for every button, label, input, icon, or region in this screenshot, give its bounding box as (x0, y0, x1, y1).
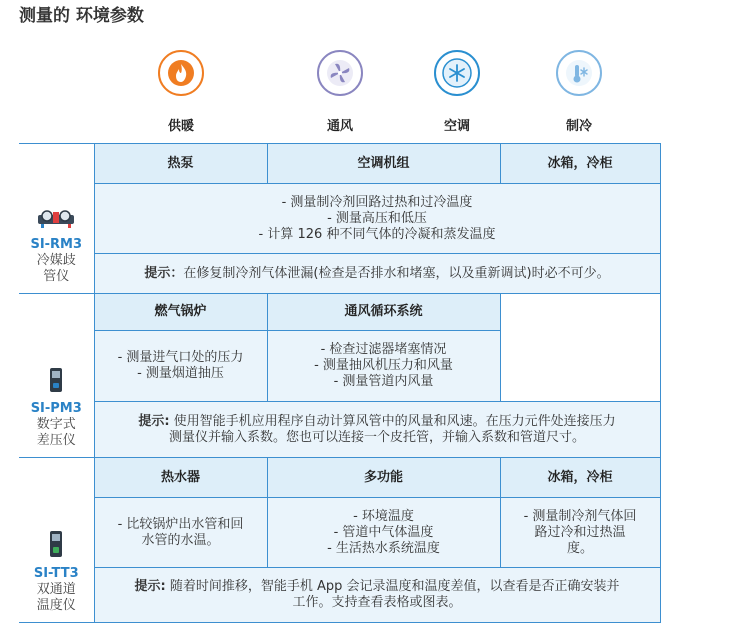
list-item: 路过冷和过热温 (534, 524, 626, 540)
tip-label: 提示： (144, 265, 184, 281)
flame-icon (167, 59, 195, 87)
column-header: 热泵 (94, 144, 267, 184)
column-header: 通风循环系统 (267, 294, 500, 331)
feature-list (94, 331, 267, 402)
column-header: 空调机组 (267, 144, 500, 184)
category-label-heating: 供暖 (167, 119, 195, 134)
feature-list (500, 498, 660, 568)
feature-list (267, 498, 500, 568)
list-item: - 检查过滤器堵塞情况 (320, 342, 447, 357)
list-item: - 比较锅炉出水管和回 (117, 516, 244, 532)
empty-cell (500, 294, 660, 402)
list-item: 水管的水温。 (141, 532, 220, 548)
column-header: 燃气锅炉 (94, 294, 267, 331)
differential-pressure-device-icon (49, 367, 63, 393)
product-name: SI-PM3 (30, 401, 82, 416)
page-title: 测量的 环境参数 (19, 6, 144, 26)
product-desc-line: 差压仪 (36, 433, 76, 448)
heating-icon (158, 50, 204, 96)
parameters-table (19, 143, 661, 623)
product-desc-line: 温度仪 (36, 598, 76, 613)
list-item: - 测量进气口处的压力 (117, 350, 244, 365)
list-item: - 测量高压和低压 (327, 210, 427, 226)
product-si-rm3 (19, 144, 94, 294)
tip-text: 工作。支持查看表格或图表。 (292, 595, 462, 610)
category-label-ventilation: 通风 (326, 119, 354, 134)
product-desc-line: 冷媒歧 (36, 253, 76, 268)
list-item: - 测量抽风机压力和风量 (314, 358, 453, 373)
column-header: 热水器 (94, 458, 267, 498)
list-item: - 测量制冷剂气体回 (523, 508, 637, 524)
list-item: - 环境温度 (353, 508, 414, 524)
product-si-tt3 (19, 458, 94, 623)
list-item: - 测量烟道抽压 (137, 366, 224, 381)
tip-text: 在修复制冷剂气体泄漏(检查是否排水和堵塞，以及重新调试)时必不可少。 (183, 265, 610, 281)
list-item: 度。 (566, 540, 593, 556)
tip-text: 随着时间推移，智能手机 App 会记录温度和温度差值，以查看是否正确安装并 (169, 579, 620, 594)
refrigeration-icon (556, 50, 602, 96)
list-item: - 计算 126 种不同气体的冷凝和蒸发温度 (258, 226, 496, 242)
tip-label: 提示: (134, 579, 166, 594)
product-name: SI-RM3 (30, 237, 83, 252)
tip-row (94, 254, 660, 294)
fan-icon (326, 59, 354, 87)
feature-list (94, 498, 267, 568)
tip-text: 使用智能手机应用程序自动计算风管中的风量和风速。在压力元件处连接压力 (173, 413, 616, 429)
list-item: - 管道中气体温度 (333, 524, 434, 540)
tip-label: 提示: (138, 413, 170, 429)
ventilation-icon (317, 50, 363, 96)
column-header: 冰箱，冷柜 (500, 458, 660, 498)
product-desc-line: 管仪 (43, 269, 70, 284)
feature-list (267, 331, 500, 402)
air-conditioning-icon (434, 50, 480, 96)
tip-row (94, 402, 660, 458)
product-name: SI-TT3 (33, 566, 79, 581)
tip-text: 测量仪并输入系数。您也可以连接一个皮托管，并输入系数和管道尺寸。 (168, 429, 585, 445)
tip-row (94, 568, 660, 623)
product-desc-line: 双通道 (36, 582, 76, 597)
product-si-pm3 (19, 294, 94, 458)
thermometer-device-icon (49, 530, 63, 558)
feature-list (94, 184, 660, 254)
category-label-air-conditioning: 空调 (443, 119, 471, 134)
list-item: - 测量管道内风量 (333, 374, 434, 389)
list-item: - 测量制冷剂回路过热和过冷温度 (281, 194, 473, 210)
column-header: 多功能 (267, 458, 500, 498)
thermometer-icon (565, 59, 593, 87)
category-label-refrigeration: 制冷 (565, 119, 593, 134)
column-header: 冰箱，冷柜 (500, 144, 660, 184)
product-desc-line: 数字式 (36, 417, 76, 432)
list-item: - 生活热水系统温度 (327, 540, 440, 556)
manifold-gauge-device-icon (36, 209, 76, 229)
snowflake-icon (442, 58, 472, 88)
